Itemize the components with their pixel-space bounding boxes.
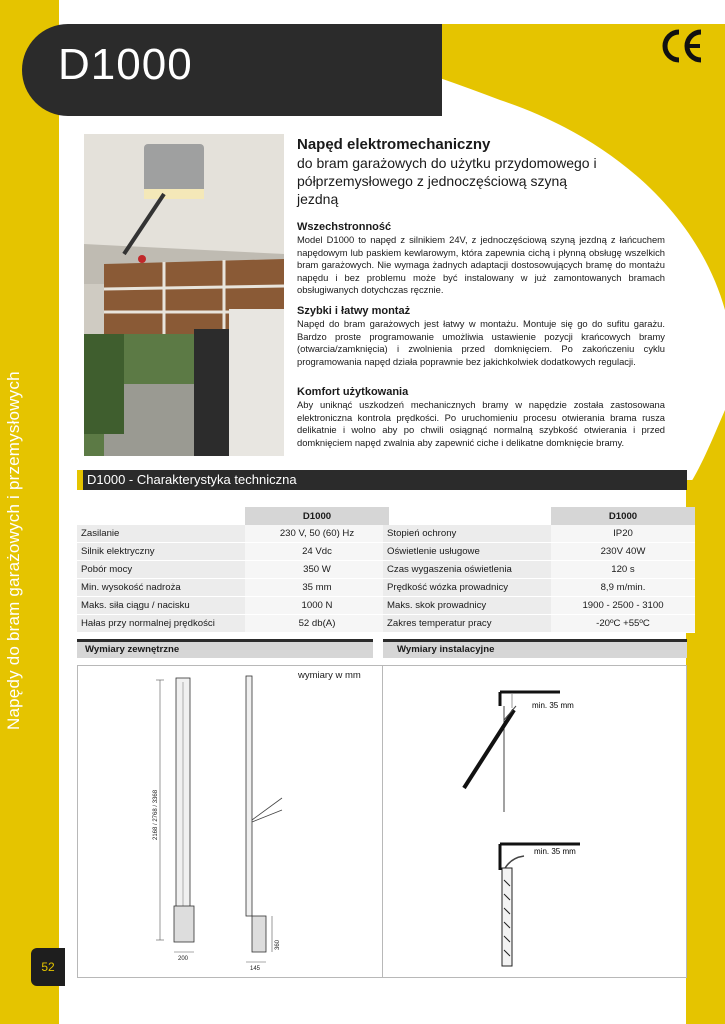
length-dimension-label: 2168 / 2768 / 3368 (153, 789, 159, 840)
side-label-text: Napędy do bram garażowych i przemysłowych (4, 371, 23, 730)
table-row: Oświetlenie usługowe 230V 40W (383, 543, 695, 561)
product-heading: Napęd elektromechaniczny (297, 136, 491, 153)
table-row: Maks. skok prowadnicy 1900 - 2500 - 3100 (383, 597, 695, 615)
table-row: Czas wygaszenia oświetlenia 120 s (383, 561, 695, 579)
table-row: Zasilanie 230 V, 50 (60) Hz (77, 525, 389, 543)
drawing-divider (382, 665, 383, 978)
spec-column-header: D1000 (245, 507, 389, 525)
unit-note: wymiary w mm (298, 670, 361, 681)
section-title-comfort: Komfort użytkowania (297, 386, 409, 398)
min-clearance-label-2: min. 35 mm (534, 847, 576, 856)
section-body-comfort: Aby uniknąć uszkodzeń mechanicznych bramy w napędzie została zastosowana elektroniczna kontrola prędkości. Po uruchomieniu procesu otwierania brama rusza delikatnie i wolno aby po chwili osiągnąć normalną szybkość otwierania i przed domknięciem napęd zwalnia aby zapewnić ciche i delikatne domknięcie bramy. (297, 399, 665, 448)
product-subheading: do bram garażowych do użytku przydomowego i półprzemysłowego z jednoczęściową szyną jezdną (297, 155, 597, 207)
spec-table-left (77, 507, 389, 633)
table-row: Min. wysokość nadroża 35 mm (77, 579, 389, 597)
page-title: D1000 (58, 40, 193, 89)
table-row: Hałas przy normalnej prędkości 52 db(A) (77, 615, 389, 633)
external-dimensions-title: Wymiary zewnętrzne (77, 642, 373, 658)
spec-bar-accent (77, 470, 83, 490)
spec-table-right (383, 507, 695, 633)
installation-dimensions-drawing (440, 680, 620, 970)
section-body-installation: Napęd do bram garażowych jest łatwy w montażu. Montuje się go do sufitu garażu. Bardzo proste programowanie umożliwia ustawienie pozycji krańcowych bramy (otwarcia/zamknięcia) i zwolnienia przed domknięciem. Po zakończeniu cyklu programowania napęd działa poprawnie bez jakichkolwiek dodatkowych regulacji. (297, 318, 665, 367)
table-row: Pobór mocy 350 W (77, 561, 389, 579)
width-dimension-label: 200 (178, 956, 189, 962)
table-row: Prędkość wózka prowadnicy 8,9 m/min. (383, 579, 695, 597)
section-body-versatility: Model D1000 to napęd z silnikiem 24V, z jednoczęściową szyną jezdną z łańcuchem napędowym lub paskiem kewlarowym, która zapewnia cichą i płynną obsługę wszelkich bram garażowych. Nie wymaga żadnych adaptacji dostosowujących bramę do montażu napędu i bez problemu może być instalowany w już zamontowanych bramach obsługiwanych dotychczas ręcznie. (297, 234, 665, 296)
section-title-versatility: Wszechstronność (297, 221, 392, 233)
page-number: 52 (31, 948, 65, 986)
spec-section-title: D1000 - Charakterystyka techniczna (87, 472, 297, 487)
ce-mark-icon (657, 26, 705, 66)
height-dimension-label: 360 (275, 939, 281, 950)
table-row: Stopień ochrony IP20 (383, 525, 695, 543)
section-title-installation: Szybki i łatwy montaż (297, 305, 411, 317)
depth-dimension-label: 145 (250, 966, 261, 972)
external-dimensions-drawing (140, 670, 290, 975)
table-row: Silnik elektryczny 24 Vdc (77, 543, 389, 561)
install-dimensions-title: Wymiary instalacyjne (383, 642, 687, 658)
table-row: Zakres temperatur pracy -20ºC +55ºC (383, 615, 695, 633)
product-photo (84, 134, 284, 456)
spec-column-header: D1000 (551, 507, 695, 525)
spec-section-bar (77, 470, 687, 490)
table-row: Maks. siła ciągu / nacisku 1000 N (77, 597, 389, 615)
min-clearance-label-1: min. 35 mm (532, 701, 574, 710)
